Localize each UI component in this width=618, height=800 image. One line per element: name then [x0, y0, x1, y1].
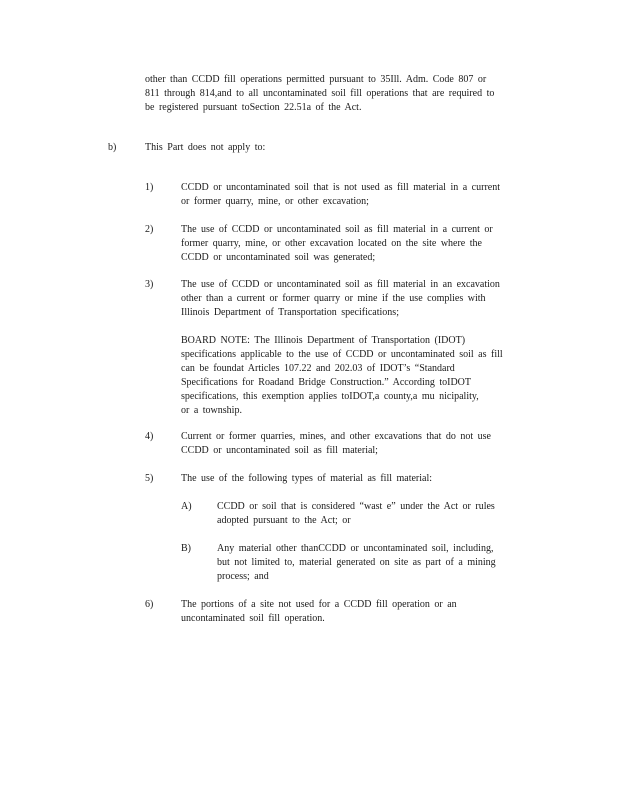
text-line: BOARD NOTE: The Illinois Department of Transportation (IDOT)	[181, 335, 466, 346]
item-2-text	[181, 223, 493, 265]
text-line: but not limited to, material generated on site as part of a mining	[217, 557, 496, 568]
text-line: CCDD or soil that is considered “wast e” under the Act or rules	[217, 501, 495, 512]
text-line: The portions of a site not used for a CCDD fill operation or an	[181, 599, 457, 610]
item-4-marker: 4)	[145, 431, 154, 442]
text-line: CCDD or uncontaminated soil as fill material;	[181, 445, 378, 456]
intro-paragraph	[145, 73, 494, 115]
text-line: This Part does not apply to:	[145, 142, 266, 153]
subitem-a-marker: A)	[181, 501, 192, 512]
text-line: adopted pursuant to the Act; or	[217, 515, 351, 526]
text-line: The use of the following types of material as fill material:	[181, 473, 433, 484]
text-line: process; and	[217, 571, 269, 582]
item-2-marker: 2)	[145, 224, 154, 235]
text-line: Any material other thanCCDD or uncontaminated soil, including,	[217, 543, 494, 554]
subitem-a-text	[217, 500, 495, 528]
text-line: CCDD or uncontaminated soil that is not used as fill material in a current	[181, 182, 500, 193]
subitem-b-marker: B)	[181, 543, 191, 554]
text-line: The use of CCDD or uncontaminated soil as fill material in a current or	[181, 224, 493, 235]
text-line: Illinois Department of Transportation specifications;	[181, 307, 399, 318]
text-line: specifications, this exemption applies toIDOT,a county,a mu nicipality,	[181, 391, 479, 402]
item-1-text	[181, 181, 500, 209]
text-line: CCDD or uncontaminated soil was generated;	[181, 252, 376, 263]
item-5-marker: 5)	[145, 473, 154, 484]
item-1-marker: 1)	[145, 182, 154, 193]
text-line: other than a current or former quarry or mine if the use complies with	[181, 293, 486, 304]
text-line: former quarry, mine, or other excavation located on the site where the	[181, 238, 482, 249]
text-line: or former quarry, mine, or other excavation;	[181, 196, 369, 207]
item-5-text	[181, 472, 432, 486]
text-line: The use of CCDD or uncontaminated soil as fill material in an excavation	[181, 279, 500, 290]
text-line: other than CCDD fill operations permitted pursuant to 35Ill. Adm. Code 807 or	[145, 74, 487, 85]
section-b-heading	[145, 141, 265, 155]
section-b-marker: b)	[108, 142, 117, 153]
text-line: 811 through 814,and to all uncontaminated soil fill operations that are required to	[145, 88, 495, 99]
item-3-marker: 3)	[145, 279, 154, 290]
text-line: Specifications for Roadand Bridge Construction.” According toIDOT	[181, 377, 471, 388]
text-line: can be foundat Articles 107.22 and 202.03 of IDOT’s “Standard	[181, 363, 455, 374]
item-4-text	[181, 430, 491, 458]
item-6-marker: 6)	[145, 599, 154, 610]
item-6-text	[181, 598, 457, 626]
text-line: be registered pursuant toSection 22.51a of the Act.	[145, 102, 362, 113]
subitem-b-text	[217, 542, 496, 584]
board-note	[181, 334, 503, 418]
item-3-text	[181, 278, 500, 320]
text-line: Current or former quarries, mines, and other excavations that do not use	[181, 431, 491, 442]
text-line: uncontaminated soil fill operation.	[181, 613, 325, 624]
text-line: specifications applicable to the use of CCDD or uncontaminated soil as fill	[181, 349, 503, 360]
text-line: or a township.	[181, 405, 242, 416]
